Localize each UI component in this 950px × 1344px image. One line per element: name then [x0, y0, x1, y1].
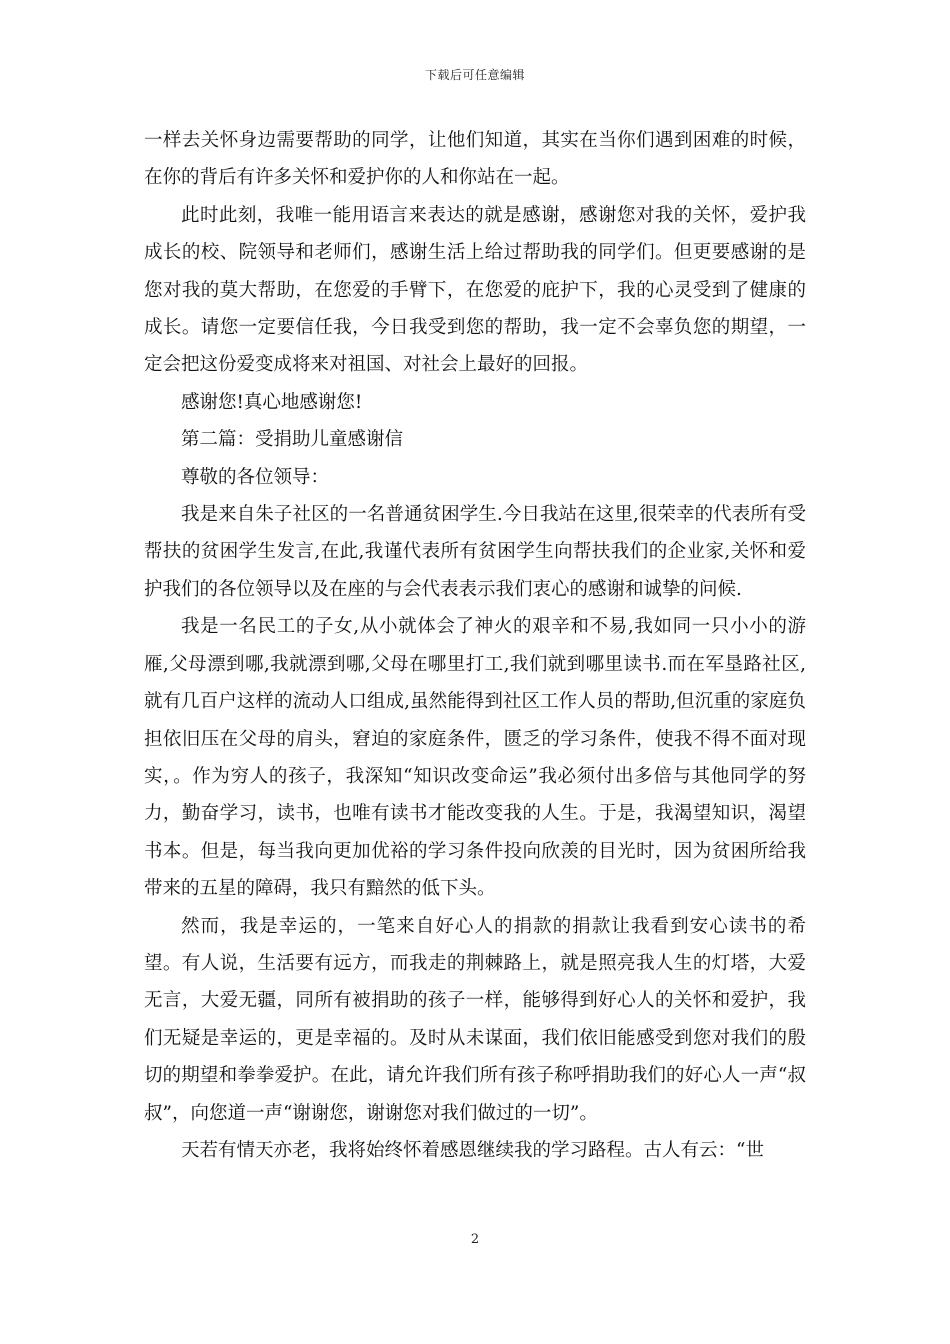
page-header: 下载后可任意编辑 [424, 68, 525, 82]
paragraph-8: 然而，我是幸运的，一笔来自好心人的捐款的捐款让我看到安心读书的希望。有人说，生活要有远方，而我走的荆棘路上，就是照亮我人生的灯塔，大爱无言，大爱无疆，同所有被捐助的孩子一样，能够得到好心人的关怀和爱护，我们无疑是幸运的，更是幸福的。及时从未谋面，我们依旧能感受到您对我们的殷切的期望和拳拳爱护。在此，请允许我们所有孩子称呼捐助我们的好心人一声“叔叔”，向您道一声“谢谢您，谢谢您对我们做过的一切”。 [144, 915, 806, 1124]
paragraph-3: 感谢您!真心地感谢您! [181, 391, 363, 413]
paragraph-6: 我是来自朱子社区的一名普通贫困学生.今日我站在这里,很荣幸的代表所有受帮扶的贫困学生发言,在此,我谨代表所有贫困学生向帮扶我们的企业家,关怀和爱护我们的各位领导以及在座的与会代表表示我们衷心的感谢和诚挚的问候. [144, 504, 806, 600]
salutation: 尊敬的各位领导： [181, 466, 330, 488]
section-heading: 第二篇：受捐助儿童感谢信 [181, 429, 404, 451]
document-body [144, 122, 806, 1169]
page-number: 2 [470, 1232, 480, 1247]
paragraph-9: 天若有情天亦老，我将始终怀着感恩继续我的学习路程。古人有云：“世 [181, 1139, 764, 1161]
paragraph-1: 一样去关怀身边需要帮助的同学，让他们知道，其实在当你们遇到困难的时候，在你的背后有许多关怀和爱护你的人和你站在一起。 [144, 130, 806, 189]
paragraph-7: 我是一名民工的子女,从小就体会了神火的艰辛和不易,我如同一只小小的游雁,父母漂到哪,我就漂到哪,父母在哪里打工,我们就到哪里读书.而在军垦路社区,就有几百户这样的流动人口组成,虽然能得到社区工作人员的帮助,但沉重的家庭负担依旧压在父母的肩头，窘迫的家庭条件，匮乏的学习条件，使我不得不面对现实，。作为穷人的孩子，我深知“知识改变命运”我必须付出多倍与其他同学的努力，勤奋学习，读书，也唯有读书才能改变我的人生。于是，我渴望知识，渴望书本。但是，每当我向更加优裕的学习条件投向欣羡的目光时，因为贫困所给我带来的五星的障碍，我只有黯然的低下头。 [144, 616, 806, 900]
paragraph-2: 此时此刻，我唯一能用语言来表达的就是感谢，感谢您对我的关怀，爱护我成长的校、院领导和老师们，感谢生活上给过帮助我的同学们。但更要感谢的是您对我的莫大帮助，在您爱的手臂下，在您爱的庇护下，我的心灵受到了健康的成长。请您一定要信任我，今日我受到您的帮助，我一定不会辜负您的期望，一定会把这份爱变成将来对祖国、对社会上最好的回报。 [144, 204, 806, 376]
